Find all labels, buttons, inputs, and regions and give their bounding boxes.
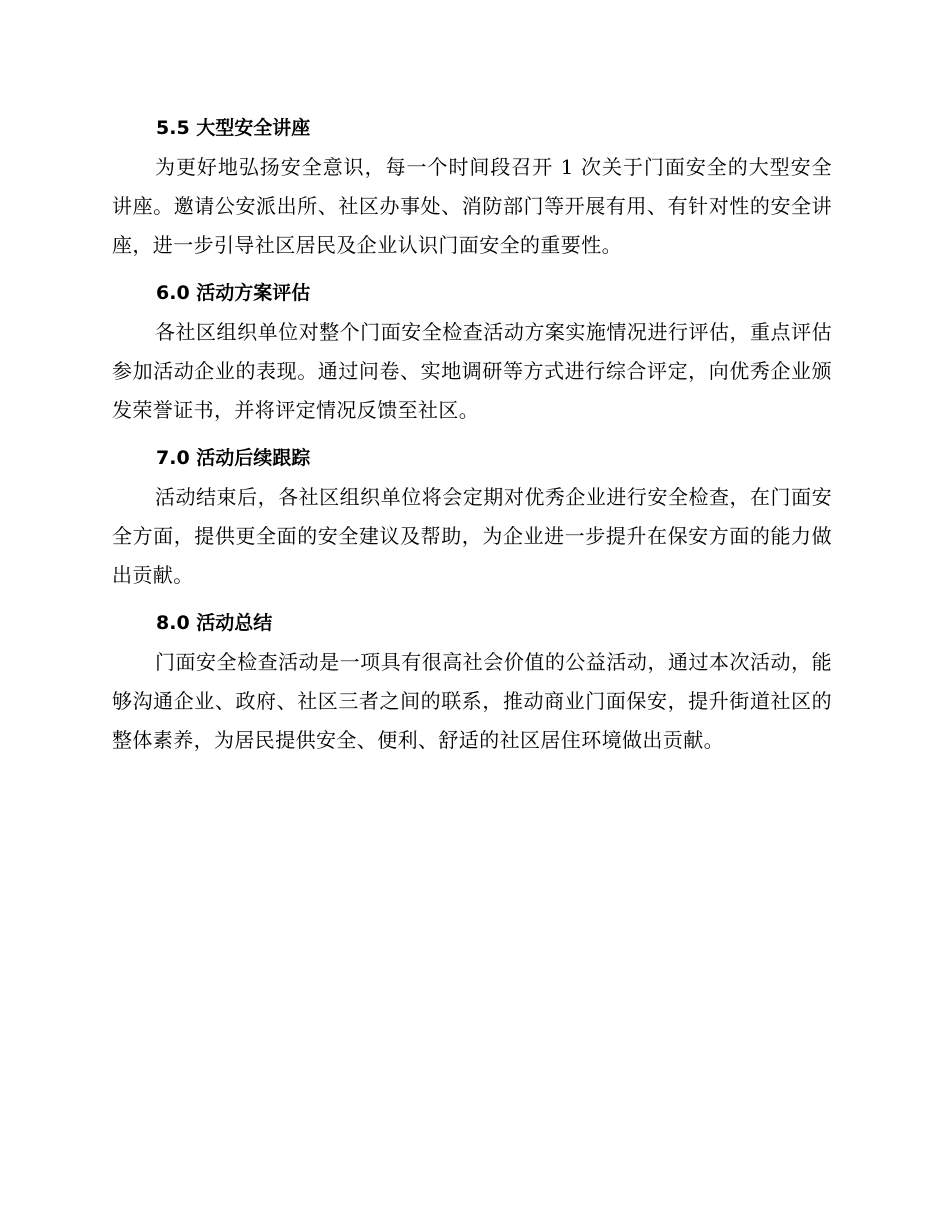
document-page: [112, 108, 832, 768]
section-heading: 7.0 活动后续跟踪: [156, 447, 311, 469]
section-heading: 5.5 大型安全讲座: [156, 117, 311, 139]
section-paragraph: 活动结束后，各社区组织单位将会定期对优秀企业进行安全检查，在门面安全方面，提供更全面的安全建议及帮助，为企业进一步提升在保安方面的能力做出贡献。: [112, 485, 832, 587]
section-8-0: [112, 603, 832, 760]
section-5-5: [112, 108, 832, 265]
section-heading: 8.0 活动总结: [156, 612, 273, 634]
section-6-0: [112, 273, 832, 430]
section-7-0: [112, 438, 832, 595]
section-paragraph: 门面安全检查活动是一项具有很高社会价值的公益活动，通过本次活动，能够沟通企业、政府、社区三者之间的联系，推动商业门面保安，提升街道社区的整体素养，为居民提供安全、便利、舒适的社区居住环境做出贡献。: [112, 650, 832, 752]
section-heading: 6.0 活动方案评估: [156, 282, 311, 304]
section-paragraph: 为更好地弘扬安全意识，每一个时间段召开 1 次关于门面安全的大型安全讲座。邀请公安派出所、社区办事处、消防部门等开展有用、有针对性的安全讲座，进一步引导社区居民及企业认识门面安全的重要性。: [112, 155, 832, 257]
section-paragraph: 各社区组织单位对整个门面安全检查活动方案实施情况进行评估，重点评估参加活动企业的表现。通过问卷、实地调研等方式进行综合评定，向优秀企业颁发荣誉证书，并将评定情况反馈至社区。: [112, 320, 832, 422]
